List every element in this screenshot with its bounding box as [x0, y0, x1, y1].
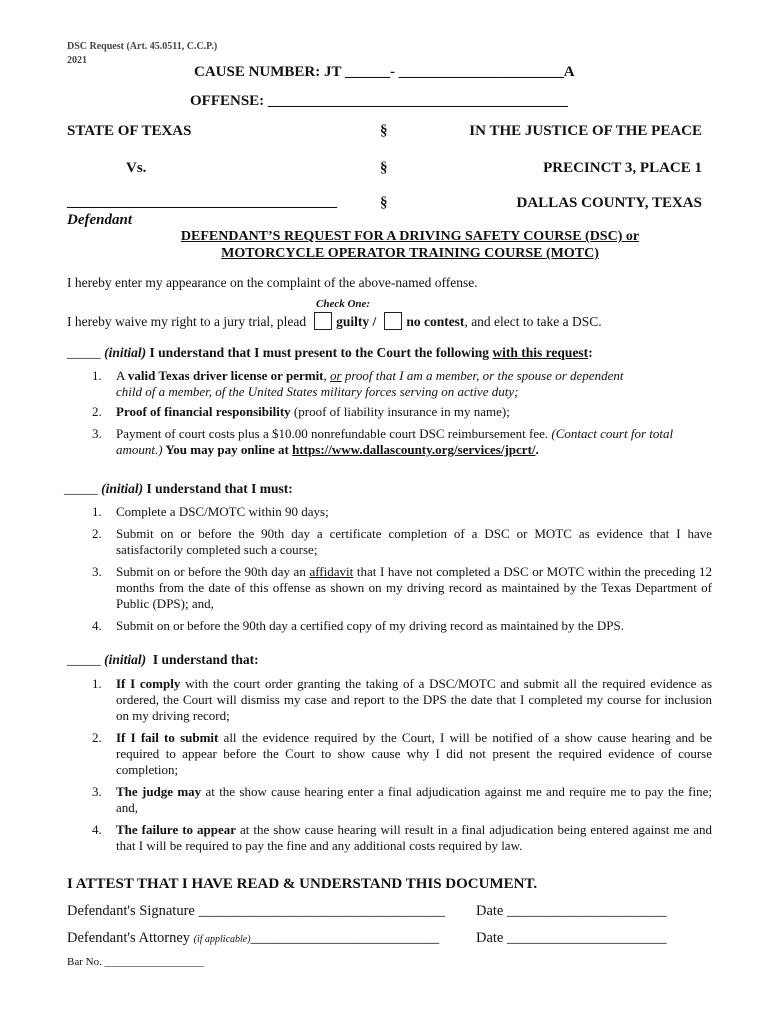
section1-list [92, 368, 712, 458]
guilty-label: guilty / [336, 314, 377, 329]
item-text: that I have not completed a DSC or MOTC within the preceding 12 months from the date of this offense as shown on my driving record as maintained by the Texas Department of Public (DPS); and, [116, 564, 712, 611]
item-text: Submit on or before the 90th day a certificate completion of a DSC or MOTC as evidence that I have satisfactorily completed such a course; [116, 526, 712, 557]
item-bold: Proof of financial responsibility [116, 404, 291, 419]
item-text: . [535, 442, 539, 457]
item-text: (proof of liability insurance in my name); [290, 404, 510, 419]
form-year: 2021 [67, 55, 87, 66]
item-underlined: or [330, 368, 342, 383]
item-number: 4. [92, 618, 102, 633]
caption-county: DALLAS COUNTY, TEXAS [516, 195, 702, 211]
check-one-label: Check One: [316, 298, 371, 310]
initial-label: (initial) [101, 481, 144, 496]
defendant-line[interactable]: ____________________________________ [67, 194, 337, 210]
item-number: 4. [92, 822, 102, 837]
date-label: Date [476, 903, 504, 919]
list-item [92, 426, 712, 458]
section1-heading-text: I understand that I must present to the Court the following [149, 345, 490, 360]
item-text: at the show cause hearing enter a final adjudication against me and require me to pay the fine; and, [116, 784, 712, 815]
item-number: 1. [92, 504, 102, 519]
waiver-text: I hereby waive my right to a jury trial, plead [67, 314, 307, 329]
item-bold: If I comply [116, 676, 181, 691]
section2-heading-text: I understand that I must: [146, 481, 293, 496]
defendant-signature-row [67, 903, 445, 920]
initial-blank[interactable]: _____ [64, 481, 98, 496]
initial-blank[interactable]: _____ [67, 345, 101, 360]
waiver-text-end: , and elect to take a DSC. [464, 314, 602, 329]
colon: : [588, 345, 593, 360]
list-item [92, 404, 712, 420]
item-italic: child of a member, of the United States military forces serving on active duty; [116, 384, 519, 399]
section-symbol: § [380, 195, 388, 211]
defendant-signature-line[interactable]: __________________________________ [198, 903, 445, 919]
list-item [92, 526, 712, 558]
section2-list [92, 504, 712, 634]
item-bold: valid Texas driver license or permit [127, 368, 324, 383]
attorney-signature-line[interactable]: __________________________ [250, 930, 440, 946]
item-bold: The failure to appear [116, 822, 237, 837]
waiver-line [67, 312, 602, 330]
item-italic: (Contact court for total [551, 426, 674, 441]
date2-row [476, 930, 667, 947]
item-bold: The judge may [116, 784, 202, 799]
item-number: 2. [92, 730, 102, 745]
caption-precinct: PRECINCT 3, PLACE 1 [543, 160, 702, 176]
date2-line[interactable]: ______________________ [507, 930, 667, 946]
cause-number: CAUSE NUMBER: JT ______- ______________________A [194, 64, 575, 80]
initial-label: (initial) [104, 652, 147, 667]
item-text: with the court order granting the taking of a DSC/MOTC and submit all the required evidence as ordered, the Court will dismiss my case and report to the DPS the date that I completed my course for inclusion on my driving record; [116, 676, 713, 723]
section-symbol: § [380, 160, 388, 176]
bar-number-label: Bar No. [67, 956, 102, 968]
item-italic: amount.) [116, 442, 163, 457]
item-text: Submit on or before the 90th day a certified copy of my driving record as maintained by the DPS. [116, 618, 624, 633]
section3-heading [67, 652, 259, 668]
guilty-checkbox[interactable] [314, 312, 332, 330]
appearance-statement: I hereby enter my appearance on the complaint of the above-named offense. [67, 275, 478, 290]
attorney-signature-label: Defendant's Attorney [67, 930, 191, 946]
list-item [92, 618, 712, 634]
section2-heading [64, 481, 293, 497]
list-item [92, 564, 712, 612]
section-symbol: § [380, 123, 388, 139]
item-number: 3. [92, 784, 102, 799]
item-number: 2. [92, 404, 102, 419]
initial-label: (initial) [104, 345, 147, 360]
attorney-signature-row [67, 930, 439, 947]
list-item [92, 368, 712, 400]
caption-court: IN THE JUSTICE OF THE PEACE [469, 123, 702, 139]
item-text: Submit on or before the 90th day an [116, 564, 310, 579]
item-underlined: affidavit [309, 564, 354, 579]
date-line[interactable]: ______________________ [507, 903, 667, 919]
item-number: 3. [92, 426, 102, 441]
item-bold: If I fail to submit [116, 730, 219, 745]
item-number: 3. [92, 564, 102, 579]
item-bold: You may pay online at [162, 442, 293, 457]
item-text: A [116, 368, 128, 383]
list-item [92, 730, 712, 778]
title-line-2: MOTORCYCLE OPERATOR TRAINING COURSE (MOTC) [221, 246, 599, 261]
list-item [92, 822, 712, 854]
item-text: Payment of court costs plus a $10.00 nonrefundable court DSC reimbursement fee. [116, 426, 552, 441]
attestation: I ATTEST THAT I HAVE READ & UNDERSTAND THIS DOCUMENT. [67, 876, 538, 892]
item-text: Complete a DSC/MOTC within 90 days; [116, 504, 329, 519]
initial-blank[interactable]: _____ [67, 652, 101, 667]
date-row [476, 903, 667, 920]
list-item [92, 784, 712, 816]
caption-state: STATE OF TEXAS [67, 123, 192, 139]
item-text: at the show cause hearing will result in a final adjudication being entered against me and that I will be required to pay the fine and any additional costs required by law. [116, 822, 712, 853]
bar-number-line[interactable]: __________________ [104, 956, 204, 968]
attorney-note: (if applicable) [193, 934, 251, 945]
section1-heading [67, 345, 593, 361]
list-item [92, 676, 712, 724]
item-number: 1. [92, 676, 102, 691]
bar-number-row [67, 956, 204, 968]
defendant-signature-label: Defendant's Signature [67, 903, 195, 919]
no-contest-checkbox[interactable] [384, 312, 402, 330]
item-number: 2. [92, 526, 102, 541]
section3-list [92, 676, 712, 854]
item-text: , [323, 368, 331, 383]
item-italic: proof that I am a member, or the spouse or dependent [341, 368, 624, 383]
no-contest-label: no contest [406, 314, 465, 329]
section1-heading-underlined: with this request [492, 345, 589, 360]
section3-heading-text: I understand that: [152, 652, 259, 667]
form-id: DSC Request (Art. 45.0511, C.C.P.) [67, 41, 218, 52]
payment-link[interactable]: https://www.dallascounty.org/services/jpcrt/ [292, 442, 536, 457]
defendant-label: Defendant [67, 212, 132, 228]
title-line-1: DEFENDANT’S REQUEST FOR A DRIVING SAFETY COURSE (DSC) or [180, 229, 640, 244]
offense-field: OFFENSE: ________________________________________ [190, 93, 568, 109]
date2-label: Date [476, 930, 504, 946]
caption-vs: Vs. [126, 160, 147, 176]
list-item [92, 504, 712, 520]
item-text: all the evidence required by the Court, I will be notified of a show cause hearing and be required to appear before the Court to show cause why I did not present the required evidence of course completion; [116, 730, 712, 777]
item-number: 1. [92, 368, 102, 383]
